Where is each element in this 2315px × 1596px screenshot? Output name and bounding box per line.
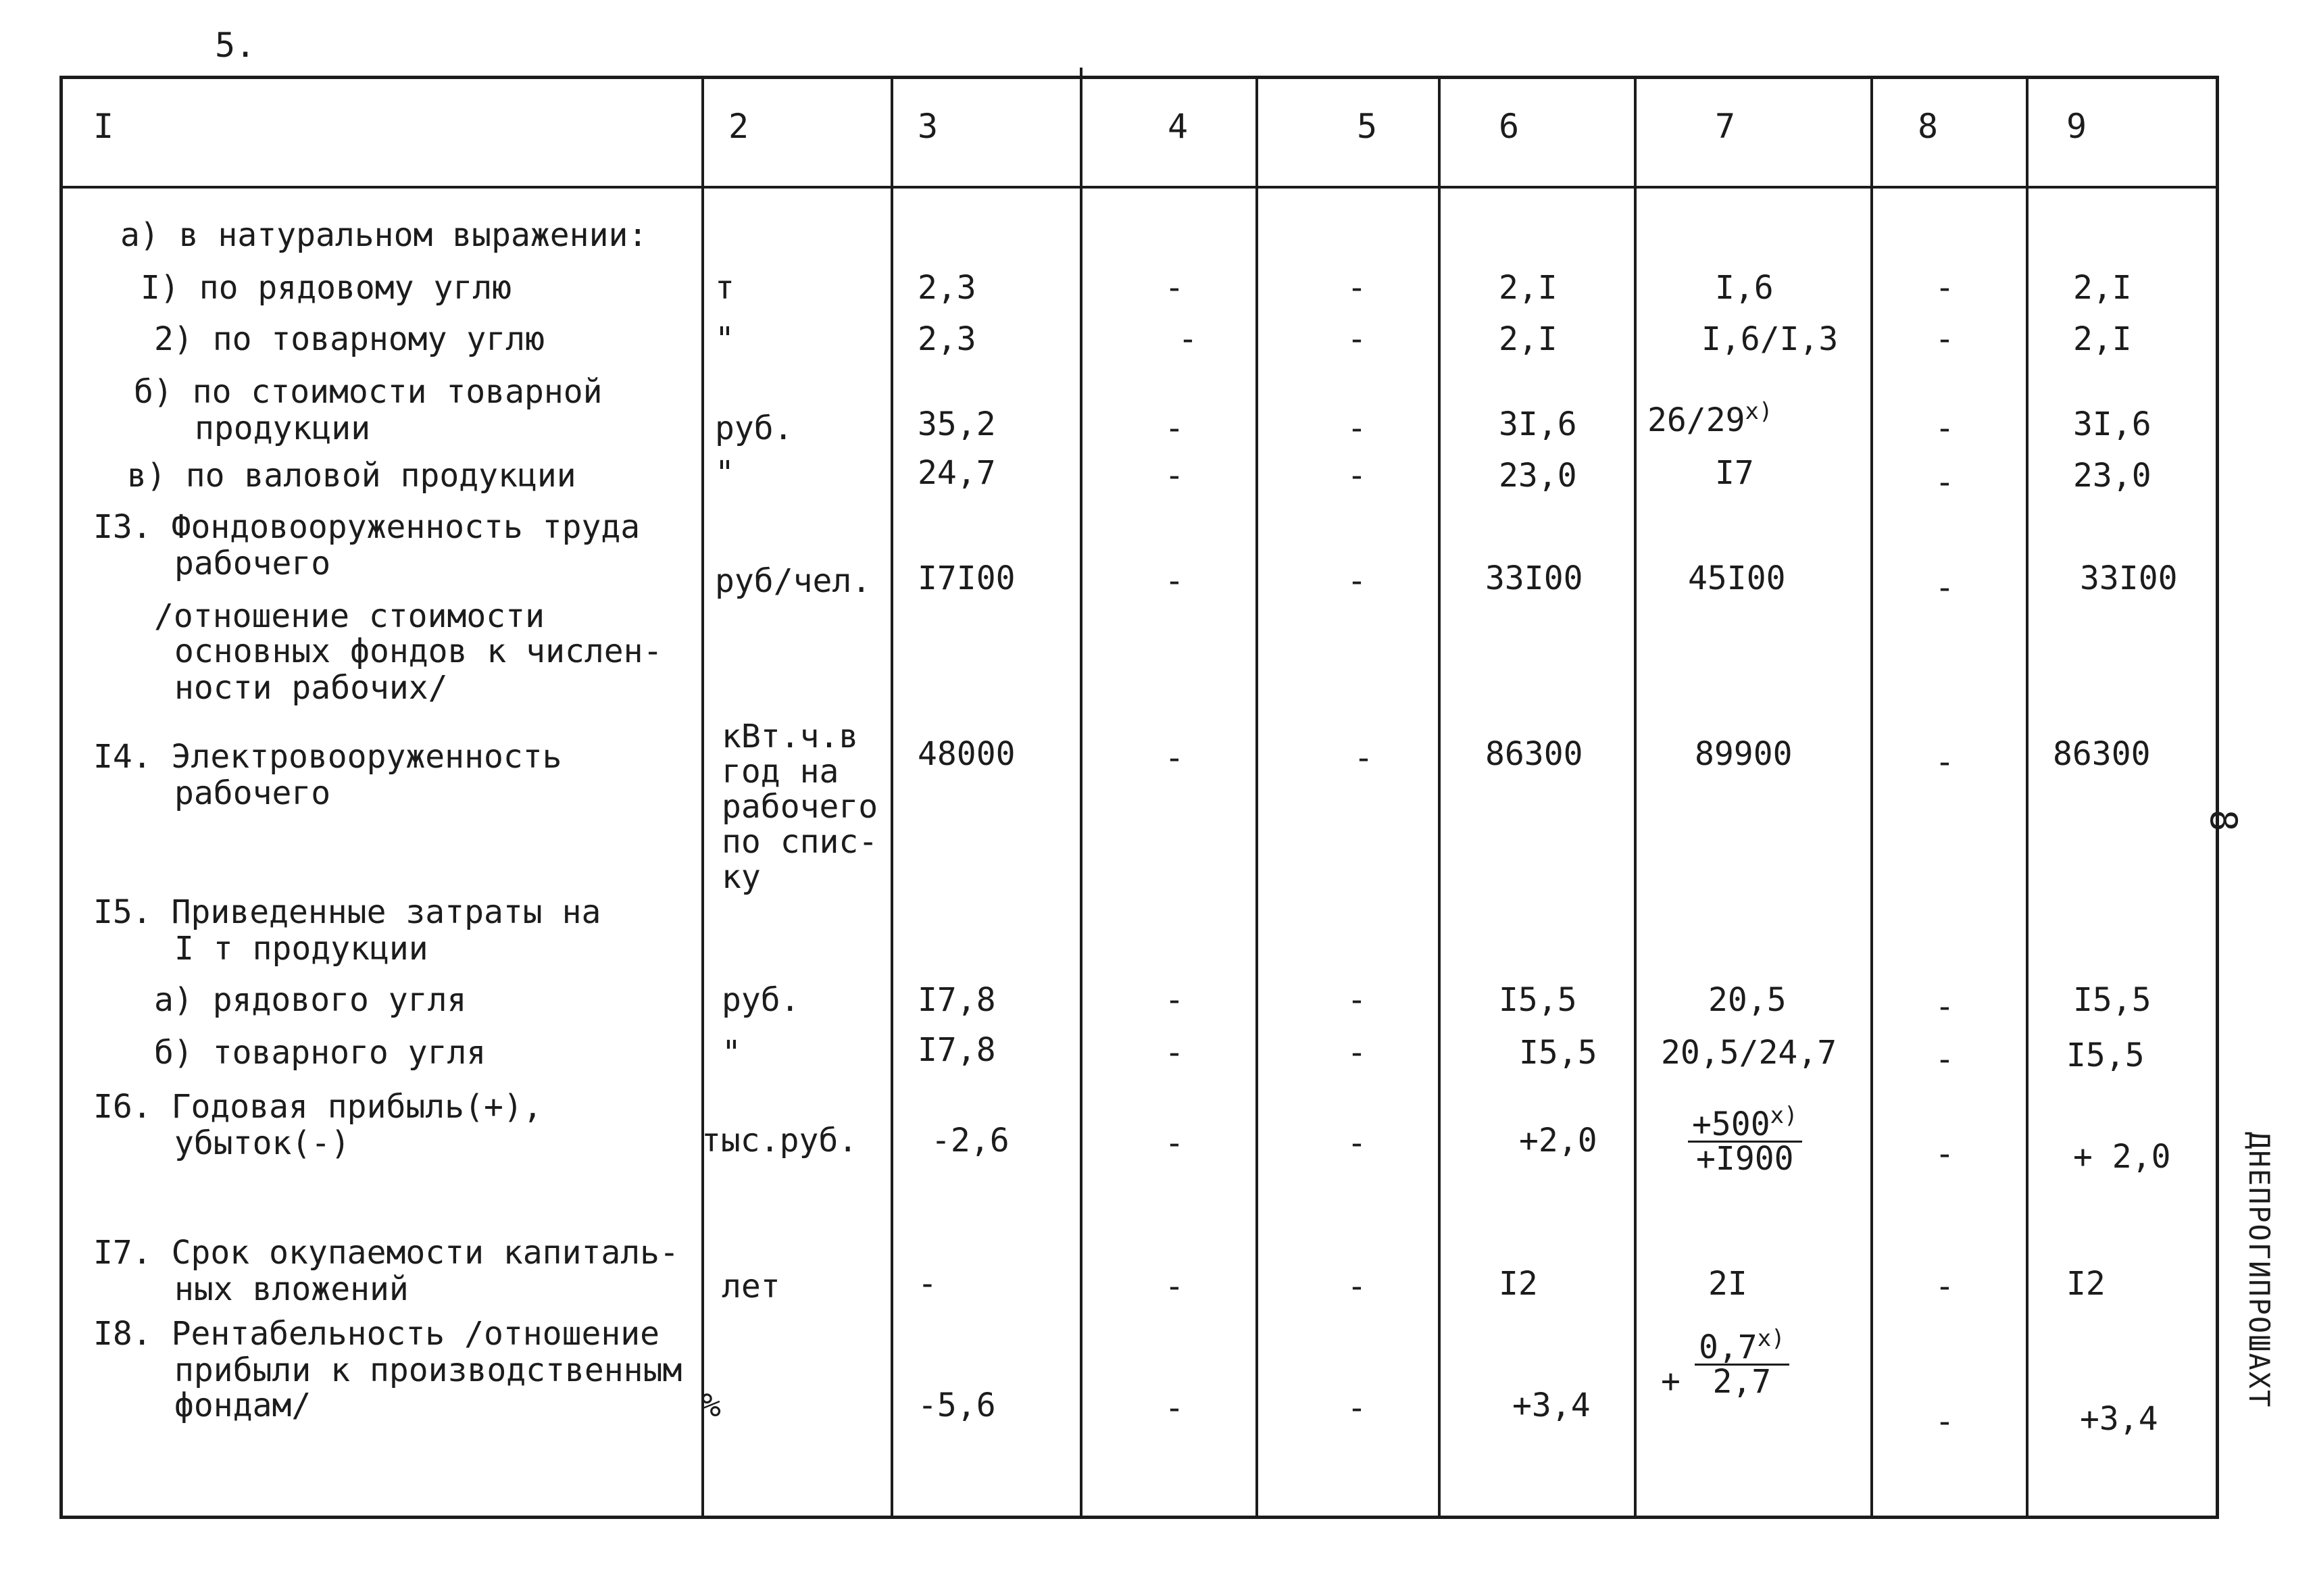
- header-cell: 5: [1357, 107, 1378, 146]
- value-cell: -: [1935, 1268, 1955, 1305]
- row-label: ных вложений: [174, 1270, 409, 1308]
- row-label: /отношение стоимости: [154, 597, 545, 635]
- header-cell: I: [93, 107, 114, 146]
- unit-cell: руб/чел.: [715, 562, 872, 600]
- value-cell: 23,0: [1499, 457, 1577, 495]
- value-cell: -: [1164, 1268, 1185, 1305]
- value-cell: 33I00: [2080, 559, 2178, 597]
- fraction: $\frac{0,7^{х)}}{2,7}$: [1695, 1331, 1789, 1398]
- row-label: рабочего: [174, 545, 331, 582]
- value-cell: -: [1935, 464, 1955, 501]
- footnote-mark: х): [1745, 398, 1773, 425]
- header-cell: 9: [2066, 107, 2087, 146]
- value-cell: I7,8: [918, 981, 996, 1019]
- unit-cell: т: [715, 269, 735, 307]
- value-cell: 45I00: [1688, 559, 1786, 597]
- row-label: I4. Электровооруженность: [93, 738, 562, 776]
- value-cell: 89900: [1695, 735, 1793, 773]
- value-cell: I7: [1715, 454, 1754, 492]
- value-cell: [1695, 1325, 1789, 1401]
- value-cell: -: [1935, 269, 1955, 307]
- column-divider: [1870, 76, 1873, 1519]
- row-label: рабочего: [174, 774, 331, 812]
- row-label: прибыли к производственным: [174, 1351, 682, 1389]
- value-cell: -5,6: [918, 1387, 996, 1424]
- page-number: 5.: [215, 26, 256, 65]
- value-cell: I2: [2066, 1265, 2106, 1303]
- unit-cell: тыс.руб.: [701, 1122, 858, 1159]
- unit-cell: руб.: [722, 981, 800, 1019]
- value-cell: I5,5: [2066, 1037, 2145, 1074]
- header-cell: 3: [918, 107, 939, 146]
- value-cell: -: [1347, 1124, 1367, 1162]
- value-cell: I5,5: [1519, 1034, 1597, 1072]
- row-label: 2) по товарному углю: [154, 320, 545, 358]
- unit-cell: ": [722, 1034, 741, 1072]
- value-cell: -: [1347, 981, 1367, 1019]
- value-cell: 20,5: [1708, 981, 1787, 1019]
- row-label: в) по валовой продукции: [127, 457, 576, 495]
- value-cell: -: [1935, 988, 1955, 1026]
- value-cell: 24,7: [918, 454, 996, 492]
- value-cell: -: [1164, 1034, 1185, 1072]
- value-cell: -: [1935, 1135, 1955, 1173]
- value-cell: I,6: [1715, 269, 1774, 307]
- side-page-number: 8: [2202, 809, 2245, 832]
- header-cell: 8: [1918, 107, 1939, 146]
- value-cell: -: [1164, 409, 1185, 447]
- value-cell: I7,8: [918, 1031, 996, 1069]
- value-cell: -: [1935, 569, 1955, 607]
- row-label: I6. Годовая прибыль(+),: [93, 1088, 543, 1126]
- value-cell: -: [1935, 1041, 1955, 1078]
- column-divider: [1634, 76, 1637, 1519]
- value-cell: -: [1347, 457, 1367, 495]
- row-label: б) по стоимости товарной: [134, 373, 603, 411]
- side-organization: ДНЕПРОГИПРОШАХТ: [2243, 1132, 2276, 1409]
- column-divider: [1255, 76, 1258, 1519]
- unit-cell: %: [701, 1387, 721, 1424]
- value-cell: + 2,0: [2073, 1138, 2171, 1176]
- row-label: продукции: [195, 409, 371, 447]
- column-divider: [1080, 68, 1082, 1519]
- value-cell: I,6/I,3: [1701, 320, 1839, 358]
- value-cell: -: [1164, 981, 1185, 1019]
- header-divider: [59, 186, 2219, 189]
- value-cell: -: [1164, 1124, 1185, 1162]
- row-label: ности рабочих/: [174, 669, 448, 707]
- row-label: I8. Рентабельность /отношение: [93, 1315, 660, 1353]
- value-cell: -: [1178, 320, 1198, 358]
- value-cell: +: [1661, 1362, 1681, 1400]
- value-cell: 48000: [918, 735, 1016, 773]
- value-cell: I2: [1499, 1265, 1538, 1303]
- value-cell: 2,I: [1499, 320, 1558, 358]
- value-cell: -: [1164, 269, 1185, 307]
- value-cell: -: [1347, 1034, 1367, 1072]
- footnote-mark: х): [1757, 1325, 1785, 1352]
- header-cell: 2: [728, 107, 749, 146]
- fraction: $\frac{+500^{х)}}{+I900}$: [1688, 1108, 1802, 1175]
- header-cell: 4: [1168, 107, 1189, 146]
- column-divider: [2026, 76, 2028, 1519]
- value-cell: 2I: [1708, 1265, 1747, 1303]
- value-cell: +2,0: [1519, 1122, 1597, 1159]
- value-cell: -: [1164, 457, 1185, 495]
- value-cell: -: [1347, 1268, 1367, 1305]
- value-cell: +3,4: [2080, 1400, 2158, 1438]
- value-cell: I5,5: [2073, 981, 2151, 1019]
- unit-cell: ку: [722, 858, 761, 896]
- value-cell: 2,I: [1499, 269, 1558, 307]
- column-divider: [701, 76, 704, 1519]
- value-cell: -: [1164, 739, 1185, 777]
- value-cell: -: [1164, 1389, 1185, 1427]
- column-divider: [1438, 76, 1441, 1519]
- value-cell: $26/29^{х)}$: [1647, 398, 1773, 439]
- value-cell: -: [1164, 562, 1185, 600]
- row-label: I т продукции: [174, 930, 428, 968]
- unit-cell: кВт.ч.в: [722, 718, 859, 755]
- row-label: фондам/: [174, 1387, 312, 1424]
- value-cell: -: [918, 1265, 937, 1303]
- value-cell: -: [1347, 269, 1367, 307]
- row-label: I7. Срок окупаемости капиталь-: [93, 1234, 679, 1272]
- row-label: I5. Приведенные затраты на: [93, 893, 601, 931]
- value-cell: -: [1935, 1403, 1955, 1441]
- unit-cell: руб.: [715, 409, 793, 447]
- row-label: I3. Фондовооруженность труда: [93, 508, 641, 546]
- value-cell: 3I,6: [2073, 405, 2151, 443]
- header-cell: 6: [1499, 107, 1520, 146]
- row-label: а) в натуральном выражении:: [120, 216, 648, 254]
- value-cell: -2,6: [931, 1122, 1010, 1159]
- unit-cell: ": [715, 320, 735, 358]
- row-label: убыток(-): [174, 1124, 351, 1162]
- value-cell: 86300: [2053, 735, 2151, 773]
- value-cell: -: [1935, 409, 1955, 447]
- value-cell: 86300: [1485, 735, 1583, 773]
- row-label: а) рядового угля: [154, 981, 467, 1019]
- value-cell: 3I,6: [1499, 405, 1577, 443]
- unit-cell: год на: [722, 753, 839, 791]
- value-cell: 23,0: [2073, 457, 2151, 495]
- value-cell: 2,I: [2073, 320, 2132, 358]
- value-cell: -: [1347, 409, 1367, 447]
- value-cell: -: [1347, 1389, 1367, 1427]
- value-cell: 20,5/24,7: [1661, 1034, 1837, 1072]
- unit-cell: ": [715, 454, 735, 492]
- value-cell: -: [1353, 739, 1374, 777]
- unit-cell: лет: [722, 1268, 780, 1305]
- value-cell: 2,3: [918, 320, 976, 358]
- unit-cell: рабочего: [722, 788, 878, 826]
- value-cell: I5,5: [1499, 981, 1577, 1019]
- row-label: I) по рядовому углю: [141, 269, 512, 307]
- header-cell: 7: [1715, 107, 1736, 146]
- value-cell: -: [1935, 320, 1955, 358]
- column-divider: [891, 76, 893, 1519]
- value-cell: I7I00: [918, 559, 1016, 597]
- value-cell: 2,I: [2073, 269, 2132, 307]
- value-cell: 33I00: [1485, 559, 1583, 597]
- value-cell: 35,2: [918, 405, 996, 443]
- footnote-mark: х): [1770, 1102, 1798, 1129]
- value-cell: -: [1935, 743, 1955, 781]
- value-cell: [1688, 1102, 1802, 1178]
- row-label: основных фондов к числен-: [174, 632, 663, 670]
- value-cell: +3,4: [1512, 1387, 1591, 1424]
- value-cell: 2,3: [918, 269, 976, 307]
- row-label: б) товарного угля: [154, 1034, 487, 1072]
- value-cell: -: [1347, 562, 1367, 600]
- value-cell: -: [1347, 320, 1367, 358]
- unit-cell: по спис-: [722, 823, 878, 861]
